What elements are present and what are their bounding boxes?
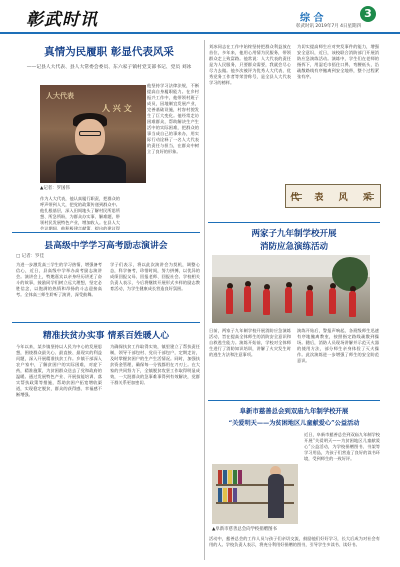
column-divider (204, 40, 205, 560)
book (238, 470, 242, 484)
lead-headline: 真情为民履职 彰显代表风采 (44, 46, 174, 58)
photo-background-text: 人大代表 (46, 91, 74, 100)
drill-body-left: 日前，两家子九年制学校开展消防应急演练活动，旨在提高全体师生的消防安全意识和自救逃生能力。演练开始前，学校对全体师生进行了消防知识培训，讲解了火灾发生时的逃生方法和注意事项。 (209, 328, 291, 357)
lead-photo-caption: ▲记者：罗国伟 (40, 186, 70, 191)
exam-byline: □ 记者：罗佳 (16, 254, 45, 259)
drill-headline-2: 消防应急演练活动 (259, 242, 328, 252)
newspaper-logo: 彰武时讯 (26, 10, 98, 30)
portrait-glasses (79, 131, 101, 136)
lead-body-left: 作为人大代表，他认真履行职责，把群众的呼声带到人大，把党的政策传递到群众中。他扎根基层，深入田间地头了解村民所思所想、所急所盼，为群众办实事、解难题，带领村民发展特色产业，增加收入。在县人大会议期间，他积极建言献策，提出的建议得 (40, 196, 120, 230)
portrait-photo (40, 85, 146, 183)
student-figure (306, 290, 313, 316)
portrait-face (75, 119, 105, 155)
right-column-body: 刘冰同志在工作中始终坚持把群众利益放在首位，多年来，他用心用情为民服务，带领群众走上致富路。他常说：人大代表的责任是为人民服务，只要群众需要，我就会尽心尽力去做。他多次被评为优秀人大代表、优秀党务工作者等荣誉称号，是全县人大代表学习的榜样。 (209, 44, 291, 85)
book (233, 488, 237, 502)
section-rule (208, 400, 380, 401)
section-rule (208, 222, 380, 223)
drill-headline-1: 两家子九年制学校开展 (251, 229, 337, 239)
student-figure (285, 287, 292, 313)
student-figure (263, 289, 270, 315)
book (228, 488, 232, 502)
right-column-body-2: 为切实提高师生应对突发事件的能力，增强安全意识，近日，该校联合消防部门开展消防应急演练活动。演练中，学生们在老师的指挥下，用湿毛巾捂住口鼻，弯腰低头，沿疏散路线有序撤离到安全地带，整个过程紧张有序。 (297, 44, 379, 79)
student-figure (226, 288, 233, 314)
drill-photo (212, 255, 370, 323)
masthead (0, 0, 400, 34)
page-number-badge: 3 (360, 6, 376, 22)
student-figure (329, 288, 336, 314)
people-headline: 精准扶贫办实事 情系百姓暖人心 (42, 331, 170, 341)
publication-date: 彰武时讯 2019年7月 4日星期四 (296, 24, 362, 29)
lead-body-right: 他坚持学习法律法规，不断提高自身履职能力。在乡村振兴工作中，他带领村班子成员，因地制宜发展产业，完善基础设施，村容村貌发生了巨大变化。他经常走访困难群众，帮助解决生产生活中的实际困难，把群众的事当成自己的事来办，用实际行动诠释了一名人大代表的责任与担当，在群众中树立了良好的形象。 (147, 83, 199, 154)
charity-photo-caption: ▲阜新市慈善总会向学校捐赠图书 (212, 527, 277, 532)
exam-headline: 县高级中学学习高考励志演讲会 (44, 241, 168, 251)
banner-ornament-right (364, 194, 374, 199)
book (223, 488, 227, 502)
exam-body-left: 为进一步激发高三学生的学习热情，增强备考信心，近日，县高级中学举办高考励志演讲会。演讲会上，特邀嘉宾以亲身经历讲述了奋斗的故事，鼓励同学们树立远大理想，坚定必胜信念，以饱满的热情和昂扬的斗志迎接高考。全体高三师生聆听了演讲，深受鼓舞。 (16, 262, 102, 297)
book (223, 470, 227, 484)
book (233, 470, 237, 484)
charity-headline-1: 阜新市慈善总会到双庙九年制学校开展 (239, 407, 349, 415)
charity-headline-2: “关爱明天——为贫困地区儿童献爱心”公益活动 (228, 420, 360, 427)
people-body-right: 为确保扶贫工作取得实效，镇里建立了帮扶责任制，领导干部包村、党员干部包户，定期走访，及时掌握贫困户的生产生活情况。同时，加强扶贫资金管理，确保每一分钱都用在刀刃上。在大家的共同努力下，全镇脱贫攻坚工作取得明显成效，一大批群众的急事难事得到有效解决，党群干群关系更加密切。 (110, 344, 200, 385)
section-rule (12, 232, 200, 233)
people-body-left: 今年以来，某乡镇坚持以人民为中心的发展思想，围绕群众最关心、最直接、最现实的利益问题，深入开展精准扶贫工作。乡镇干部深入农户家中，了解贫困户的实际困难，对症下药，精准施策，为贫困群众送去了党和政府的温暖。通过发展特色产业、开展技能培训、落实帮扶政策等措施，帮助贫困户拓宽增收渠道，实现稳定脱贫，群众的获得感、幸福感不断增强。 (16, 344, 102, 397)
book (218, 488, 222, 502)
charity-body-right: 近日，阜新市慈善总会到双庙九年制学校开展“关爱明天——为贫困地区儿童献爱心”公益活动，为学校捐赠图书、书架等学习用品，为孩子们营造了良好的读书环境，受到师生的一致好评。 (304, 432, 380, 461)
exam-body-right: 学子们表示，将以此次演讲会为契机，调整心态，科学备考，珍惜时间，努力拼搏，以优异的成绩回报父母、回报老师、回报社会。学校相关负责人表示，今后将继续开展形式多样的励志教育活动，为学生健康成长营造良好氛围。 (110, 262, 200, 291)
charity-body-bottom: 活动中，慈善总会的工作人员与孩子们亲切交流，鼓励他们好好学习，长大后成为对社会有用的人。学校负责人表示，将充分利用好捐赠的图书，引导学生多读书、读好书。 (209, 536, 380, 547)
theme-banner (285, 184, 381, 208)
photo-background-text-2: 人 兴 文 (102, 103, 132, 113)
student-figure (349, 291, 356, 317)
section-tag: 综 合 (300, 13, 324, 24)
section-rule (12, 322, 200, 323)
book (218, 470, 222, 484)
lead-subtitle: ——记县人大代表、县人大常委会委员、东六家子镇村党支部书记、党员 刘冰 (26, 65, 192, 70)
portrait-body (56, 155, 126, 183)
student-figure (244, 286, 251, 312)
theme-banner-text: 代 表 风 采 (290, 193, 378, 203)
drill-body-right: 演练开始后，警报声响起，各班级师生迅速有序地撤离教室，按照指定路线疏散到操场。随后，消防人员现场讲解并示范灭火器的使用方法，部分师生亲身体验了灭火操作。此次演练进一步增强了师生的安全防范意识。 (297, 328, 379, 363)
charity-photo (212, 464, 298, 524)
book (228, 470, 232, 484)
person-figure (268, 474, 284, 518)
